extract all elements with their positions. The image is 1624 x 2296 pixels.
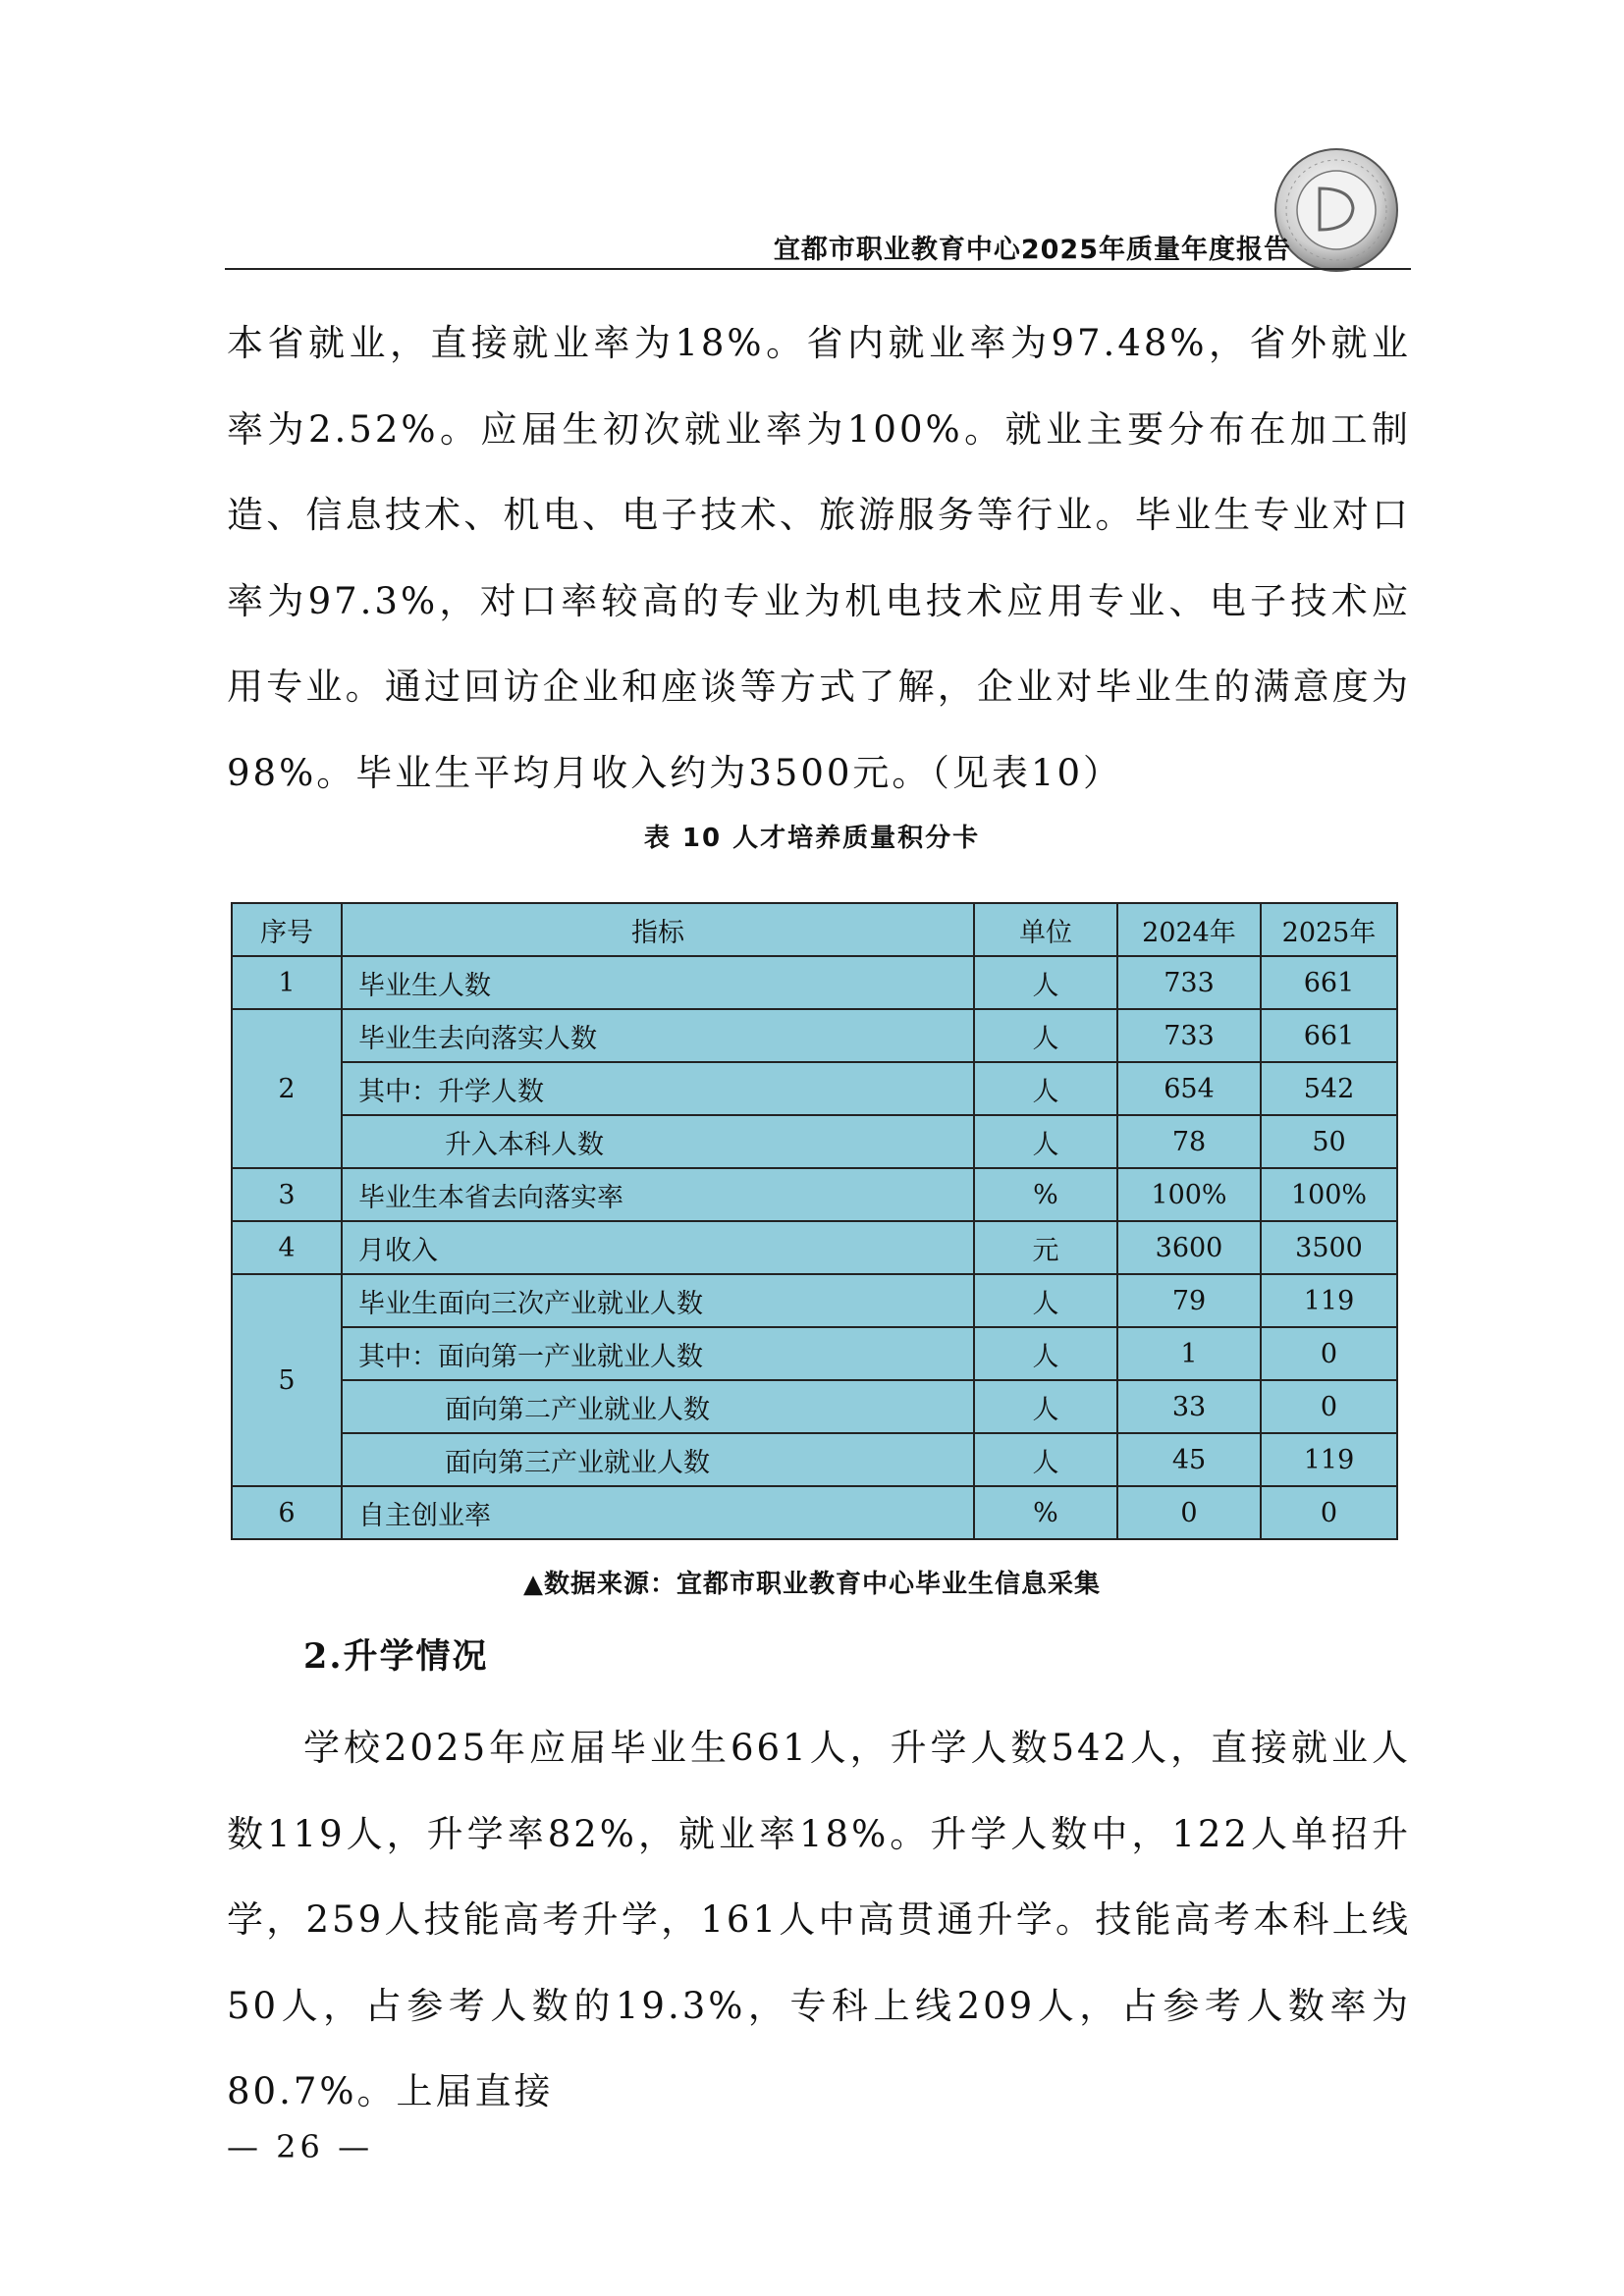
table-row (232, 1486, 1397, 1539)
row-unit: 人 (974, 956, 1117, 1009)
row-2024: 733 (1117, 1009, 1261, 1062)
table-source-note: ▲数据来源：宜都市职业教育中心毕业生信息采集 (523, 1570, 1101, 1599)
row-2024: 733 (1117, 956, 1261, 1009)
header-2025: 2025年 (1261, 903, 1397, 956)
row-2024: 45 (1117, 1433, 1261, 1486)
row-2025: 0 (1261, 1327, 1397, 1380)
row-2024: 0 (1117, 1486, 1261, 1539)
row-number: 5 (232, 1274, 342, 1486)
row-indicator: 面向第二产业就业人数 (342, 1380, 974, 1433)
row-2024: 654 (1117, 1062, 1261, 1115)
row-indicator: 毕业生本省去向落实率 (342, 1168, 974, 1221)
table-row (232, 1433, 1397, 1486)
row-indicator: 月收入 (342, 1221, 974, 1274)
table-row (232, 956, 1397, 1009)
row-indicator: 自主创业率 (342, 1486, 974, 1539)
row-indicator: 毕业生面向三次产业就业人数 (342, 1274, 974, 1327)
row-indicator: 其中：面向第一产业就业人数 (342, 1327, 974, 1380)
row-unit: 人 (974, 1115, 1117, 1168)
employment-paragraph: 本省就业，直接就业率为18%。省内就业率为97.48%，省外就业率为2.52%。应届生初次就业率为100%。就业主要分布在加工制造、信息技术、机电、电子技术、旅游服务等行业。毕业生专业对口率为97.3%，对口率较高的专业为机电技术应用专业、电子技术应用专业。通过回访企业和座谈等方式了解，企业对毕业生的满意度为98%。毕业生平均月收入约为3500元。（见表10） (227, 322, 1411, 794)
header-no: 序号 (232, 903, 342, 956)
table-row (232, 1221, 1397, 1274)
header-divider (225, 268, 1411, 270)
talent-quality-scorecard-table (231, 902, 1398, 1540)
row-unit: 元 (974, 1221, 1117, 1274)
row-2025: 50 (1261, 1115, 1397, 1168)
table-caption: 表 10 人才培养质量积分卡 (643, 824, 981, 853)
row-number: 1 (232, 956, 342, 1009)
row-unit: 人 (974, 1062, 1117, 1115)
row-unit: 人 (974, 1433, 1117, 1486)
header-title: 宜都市职业教育中心2025年质量年度报告 (773, 235, 1291, 265)
row-2025: 661 (1261, 956, 1397, 1009)
row-number: 4 (232, 1221, 342, 1274)
header-indicator: 指标 (342, 903, 974, 956)
row-2025: 119 (1261, 1274, 1397, 1327)
row-2025: 0 (1261, 1380, 1397, 1433)
row-2025: 3500 (1261, 1221, 1397, 1274)
table-row (232, 1115, 1397, 1168)
table-row (232, 1062, 1397, 1115)
row-2024: 3600 (1117, 1221, 1261, 1274)
row-2024: 78 (1117, 1115, 1261, 1168)
row-unit: % (974, 1486, 1117, 1539)
row-unit: 人 (974, 1327, 1117, 1380)
table-row (232, 1168, 1397, 1221)
table-row (232, 1274, 1397, 1327)
further-study-paragraph: 学校2025年应届毕业生661人，升学人数542人，直接就业人数119人，升学率82%，就业率18%。升学人数中，122人单招升学，259人技能高考升学，161人中高贯通升学。技能高考本科上线50人，占参考人数的19.3%，专科上线209人，占参考人数率为80.7%。上届直接 (227, 1727, 1411, 2112)
header-unit: 单位 (974, 903, 1117, 956)
row-2025: 100% (1261, 1168, 1397, 1221)
row-number: 2 (232, 1009, 342, 1168)
row-indicator: 毕业生去向落实人数 (342, 1009, 974, 1062)
row-indicator: 面向第三产业就业人数 (342, 1433, 974, 1486)
row-number: 6 (232, 1486, 342, 1539)
row-indicator: 其中：升学人数 (342, 1062, 974, 1115)
row-unit: 人 (974, 1274, 1117, 1327)
table-row (232, 1009, 1397, 1062)
table-row (232, 1380, 1397, 1433)
row-2025: 0 (1261, 1486, 1397, 1539)
table-header-row (232, 903, 1397, 956)
section-heading: 2.升学情况 (303, 1636, 489, 1677)
row-unit: 人 (974, 1380, 1117, 1433)
row-unit: % (974, 1168, 1117, 1221)
page-number: — 26 — (227, 2128, 374, 2165)
row-indicator: 升入本科人数 (342, 1115, 974, 1168)
row-2024: 79 (1117, 1274, 1261, 1327)
row-2024: 100% (1117, 1168, 1261, 1221)
header-2024: 2024年 (1117, 903, 1261, 956)
row-2024: 33 (1117, 1380, 1261, 1433)
row-2025: 661 (1261, 1009, 1397, 1062)
table-row (232, 1327, 1397, 1380)
row-number: 3 (232, 1168, 342, 1221)
row-2024: 1 (1117, 1327, 1261, 1380)
row-unit: 人 (974, 1009, 1117, 1062)
row-2025: 542 (1261, 1062, 1397, 1115)
row-indicator: 毕业生人数 (342, 956, 974, 1009)
row-2025: 119 (1261, 1433, 1397, 1486)
